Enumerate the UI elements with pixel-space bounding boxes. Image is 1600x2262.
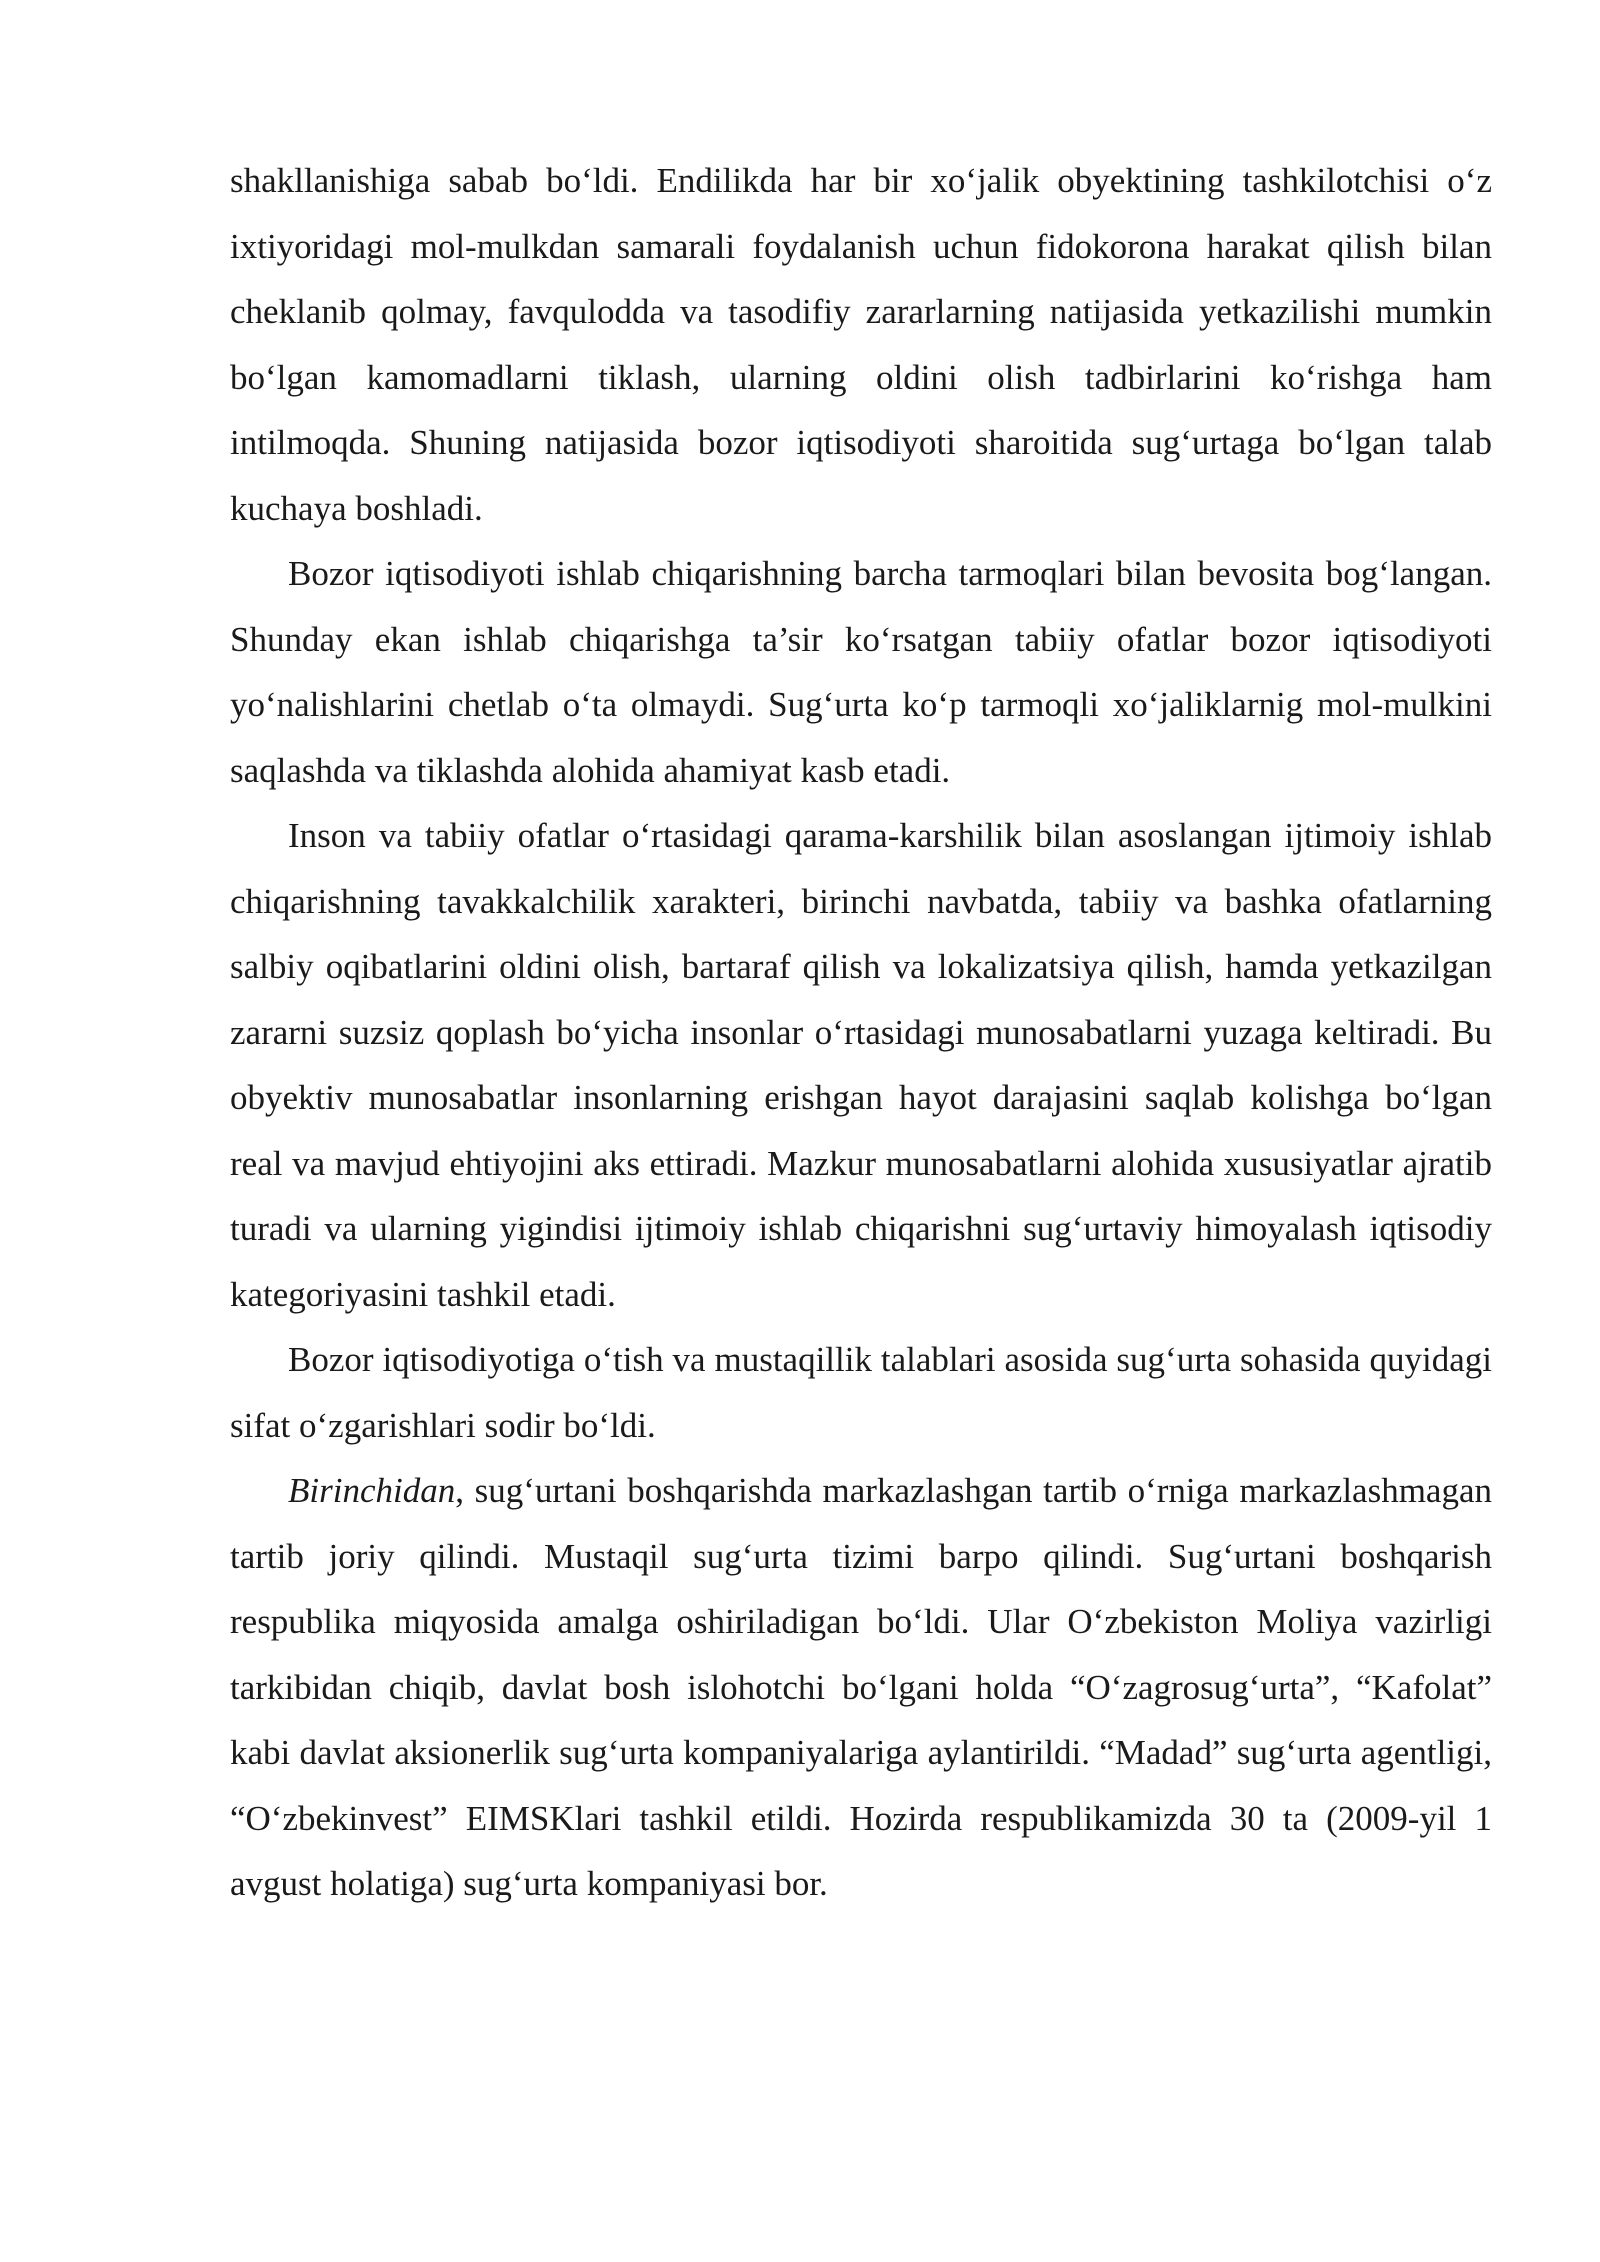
paragraph-text: Bozor iqtisodiyoti ishlab chiqarishning barcha tarmoqlari bilan bevosita bog‘langan. Shunday ekan ishlab chiqarishga ta’sir ko‘rsatgan tabiiy ofatlar bozor iqtisodiyoti yo‘nalishlarini chetlab o‘ta olmaydi. Sug‘urta ko‘p tarmoqli xo‘jaliklarnig mol-mulkini saqlashda va tiklashda alohida ahamiyat kasb etadi.: [230, 554, 1492, 790]
paragraph-text: shakllanishiga sabab bo‘ldi. Endilikda har bir xo‘jalik obyektining tashkilotchisi o‘z ixtiyoridagi mol-mulkdan samarali foydalanish uchun fidokorona harakat qilish bilan cheklanib qolmay, favqulodda va tasodifiy zararlarning natijasida yetkazilishi mumkin bo‘lgan kamomadlarni tiklash, ularning oldini olish tadbirlarini ko‘rishga ham intilmoqda. Shuning natijasida bozor iqtisodiyoti sharoitida sug‘urtaga bo‘lgan talab kuchaya boshladi.: [230, 161, 1492, 528]
paragraph-text: Bozor iqtisodiyotiga o‘tish va mustaqillik talablari asosida sug‘urta sohasida quyidagi sifat o‘zgarishlari sodir bo‘ldi.: [230, 1340, 1492, 1445]
paragraph-lead-word: Birinchidan: [288, 1471, 456, 1510]
paragraph-continuation: [230, 148, 1492, 541]
document-page: [230, 148, 1492, 1917]
paragraph-market-economy: [230, 541, 1492, 803]
paragraph-text: , sug‘urtani boshqarishda markazlashgan tartib o‘rniga markazlashmagan tartib joriy qilindi. Mustaqil sug‘urta tizimi barpo qilindi. Sug‘urtani boshqarish respublika miqyosida amalga oshiriladigan bo‘ldi. Ular O‘zbekiston Moliya vazirligi tarkibidan chiqib, davlat bosh islohotchi bo‘lgani holda “O‘zagrosug‘urta”, “Kafolat” kabi davlat aksionerlik sug‘urta kompaniyalariga aylantirildi. “Madad” sug‘urta agentligi, “O‘zbekinvest” EIMSKlari tashkil etildi. Hozirda respublikamizda 30 ta (2009-yil 1 avgust holatiga) sug‘urta kompaniyasi bor.: [230, 1471, 1492, 1903]
paragraph-text: Inson va tabiiy ofatlar o‘rtasidagi qarama-karshilik bilan asoslangan ijtimoiy ishlab chiqarishning tavakkalchilik xarakteri, birinchi navbatda, tabiiy va bashka ofatlarning salbiy oqibatlarini oldini olish, bartaraf qilish va lokalizatsiya qilish, hamda yetkazilgan zararni suzsiz qoplash bo‘yicha insonlar o‘rtasidagi munosabatlarni yuzaga keltiradi. Bu obyektiv munosabatlar insonlarning erishgan hayot darajasini saqlab kolishga bo‘lgan real va mavjud ehtiyojini aks ettiradi. Mazkur munosabatlarni alohida xususiyatlar ajratib turadi va ularning yigindisi ijtimoiy ishlab chiqarishni sug‘urtaviy himoyalash iqtisodiy kategoriyasini tashkil etadi.: [230, 816, 1492, 1314]
paragraph-human-nature: [230, 803, 1492, 1327]
paragraph-firstly: [230, 1458, 1492, 1917]
paragraph-transition: [230, 1327, 1492, 1458]
